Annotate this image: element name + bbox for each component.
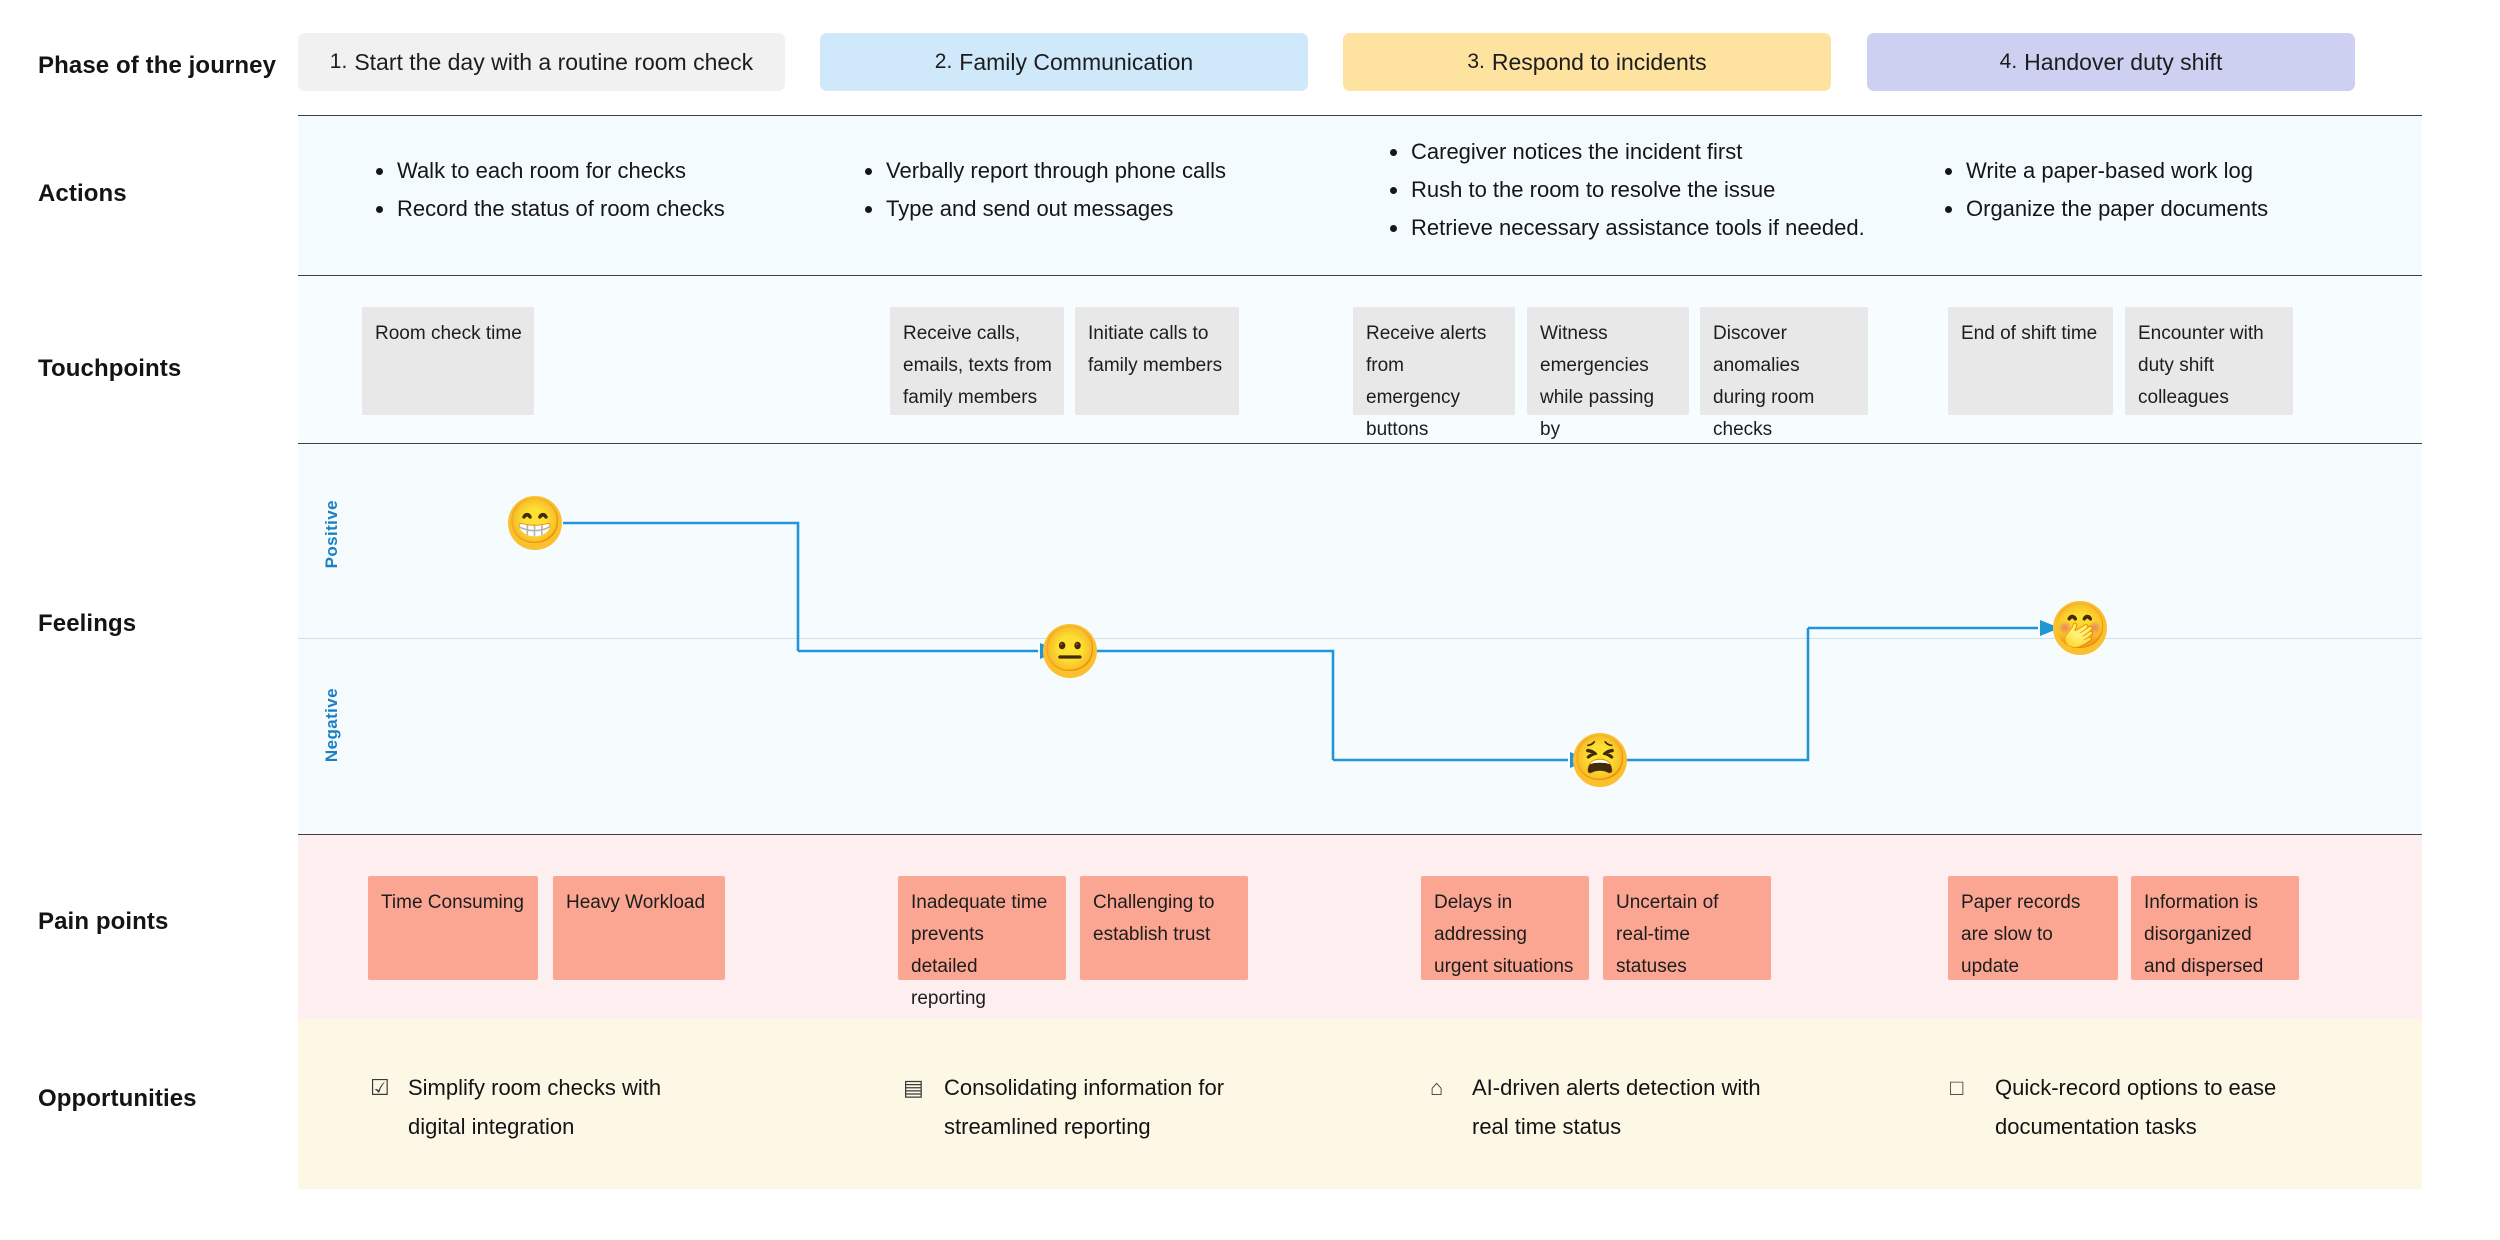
- actions-list-3: [1385, 133, 1865, 247]
- pain-point-card[interactable]: Heavy Workload: [553, 876, 725, 980]
- opportunity-text: Quick-record options to ease documentation tasks: [1995, 1075, 2277, 1139]
- pain-point-card[interactable]: Uncertain of real-time statuses: [1603, 876, 1771, 980]
- action-item: Verbally report through phone calls: [860, 152, 1226, 190]
- phase-label-2: Family Communication: [959, 48, 1194, 75]
- action-item: Organize the paper documents: [1940, 190, 2268, 228]
- actions-list-4: [1940, 152, 2268, 228]
- actions-list-1: [371, 152, 725, 228]
- action-item: Caregiver notices the incident first: [1385, 133, 1865, 171]
- action-item: Walk to each room for checks: [371, 152, 725, 190]
- separator-actions-top: [298, 115, 2422, 116]
- phase-header-2[interactable]: [820, 33, 1308, 91]
- touchpoint-card[interactable]: Witness emergencies while passing by: [1527, 307, 1689, 415]
- touchpoint-card[interactable]: Receive calls, emails, texts from family members: [890, 307, 1064, 415]
- separator-touchpoints-top: [298, 275, 2422, 276]
- phase-number-2: 2.: [934, 50, 953, 73]
- action-item: Retrieve necessary assistance tools if needed.: [1385, 209, 1865, 247]
- row-label-actions: Actions: [38, 180, 127, 207]
- phase-number-3: 3.: [1467, 50, 1485, 73]
- phase-label-3: Respond to incidents: [1491, 48, 1707, 75]
- note-icon: □: [1950, 1075, 1964, 1100]
- feeling-emoji-hand-over-mouth-face: 🤭: [2053, 601, 2107, 655]
- row-label-opportunities: Opportunities: [38, 1085, 197, 1112]
- alert-home-icon: ⌂: [1430, 1075, 1444, 1100]
- phase-header-3[interactable]: [1343, 33, 1831, 91]
- touchpoint-card[interactable]: Room check time: [362, 307, 534, 415]
- pain-point-card[interactable]: Time Consuming: [368, 876, 538, 980]
- row-label-pain-points: Pain points: [38, 908, 169, 935]
- actions-list-2: [860, 152, 1226, 228]
- pain-point-card[interactable]: Paper records are slow to update: [1948, 876, 2118, 980]
- phase-label-4: Handover duty shift: [2024, 48, 2223, 75]
- checkbox-icon: ☑: [370, 1075, 390, 1100]
- pain-point-card[interactable]: Challenging to establish trust: [1080, 876, 1248, 980]
- opportunity-text: Simplify room checks with digital integration: [408, 1075, 662, 1139]
- separator-pain-top: [298, 834, 2422, 835]
- axis-label-negative: Negative: [322, 688, 341, 763]
- feeling-emoji-tired-face: 😫: [1573, 733, 1627, 787]
- opportunity-text: Consolidating information for streamlined reporting: [944, 1075, 1225, 1139]
- touchpoint-card[interactable]: Receive alerts from emergency buttons: [1353, 307, 1515, 415]
- row-label-feelings: Feelings: [38, 610, 137, 637]
- axis-label-positive: Positive: [322, 500, 341, 569]
- feeling-emoji-grinning-face: 😁: [508, 496, 562, 550]
- touchpoint-card[interactable]: Initiate calls to family members: [1075, 307, 1239, 415]
- pain-point-card[interactable]: Inadequate time prevents detailed reporting: [898, 876, 1066, 980]
- touchpoint-card[interactable]: Discover anomalies during room checks: [1700, 307, 1868, 415]
- touchpoint-card[interactable]: Encounter with duty shift colleagues: [2125, 307, 2293, 415]
- document-icon: ▤: [903, 1075, 924, 1100]
- phase-number-1: 1.: [329, 50, 348, 73]
- action-item: Record the status of room checks: [371, 190, 725, 228]
- pain-point-card[interactable]: Information is disorganized and dispersed: [2131, 876, 2299, 980]
- phase-header-4[interactable]: [1867, 33, 2355, 91]
- pain-point-card[interactable]: Delays in addressing urgent situations: [1421, 876, 1589, 980]
- row-label-touchpoints: Touchpoints: [38, 355, 182, 382]
- phase-number-4: 4.: [1999, 50, 2018, 73]
- row-label-phase: Phase of the journey: [38, 52, 277, 79]
- phase-header-1[interactable]: [298, 33, 785, 91]
- feeling-emoji-neutral-face: 😐: [1043, 624, 1097, 678]
- opportunity-text: AI-driven alerts detection with real time status: [1472, 1075, 1761, 1139]
- phase-label-1: Start the day with a routine room check: [354, 48, 754, 75]
- touchpoint-card[interactable]: End of shift time: [1948, 307, 2113, 415]
- action-item: Type and send out messages: [860, 190, 1226, 228]
- action-item: Write a paper-based work log: [1940, 152, 2268, 190]
- action-item: Rush to the room to resolve the issue: [1385, 171, 1865, 209]
